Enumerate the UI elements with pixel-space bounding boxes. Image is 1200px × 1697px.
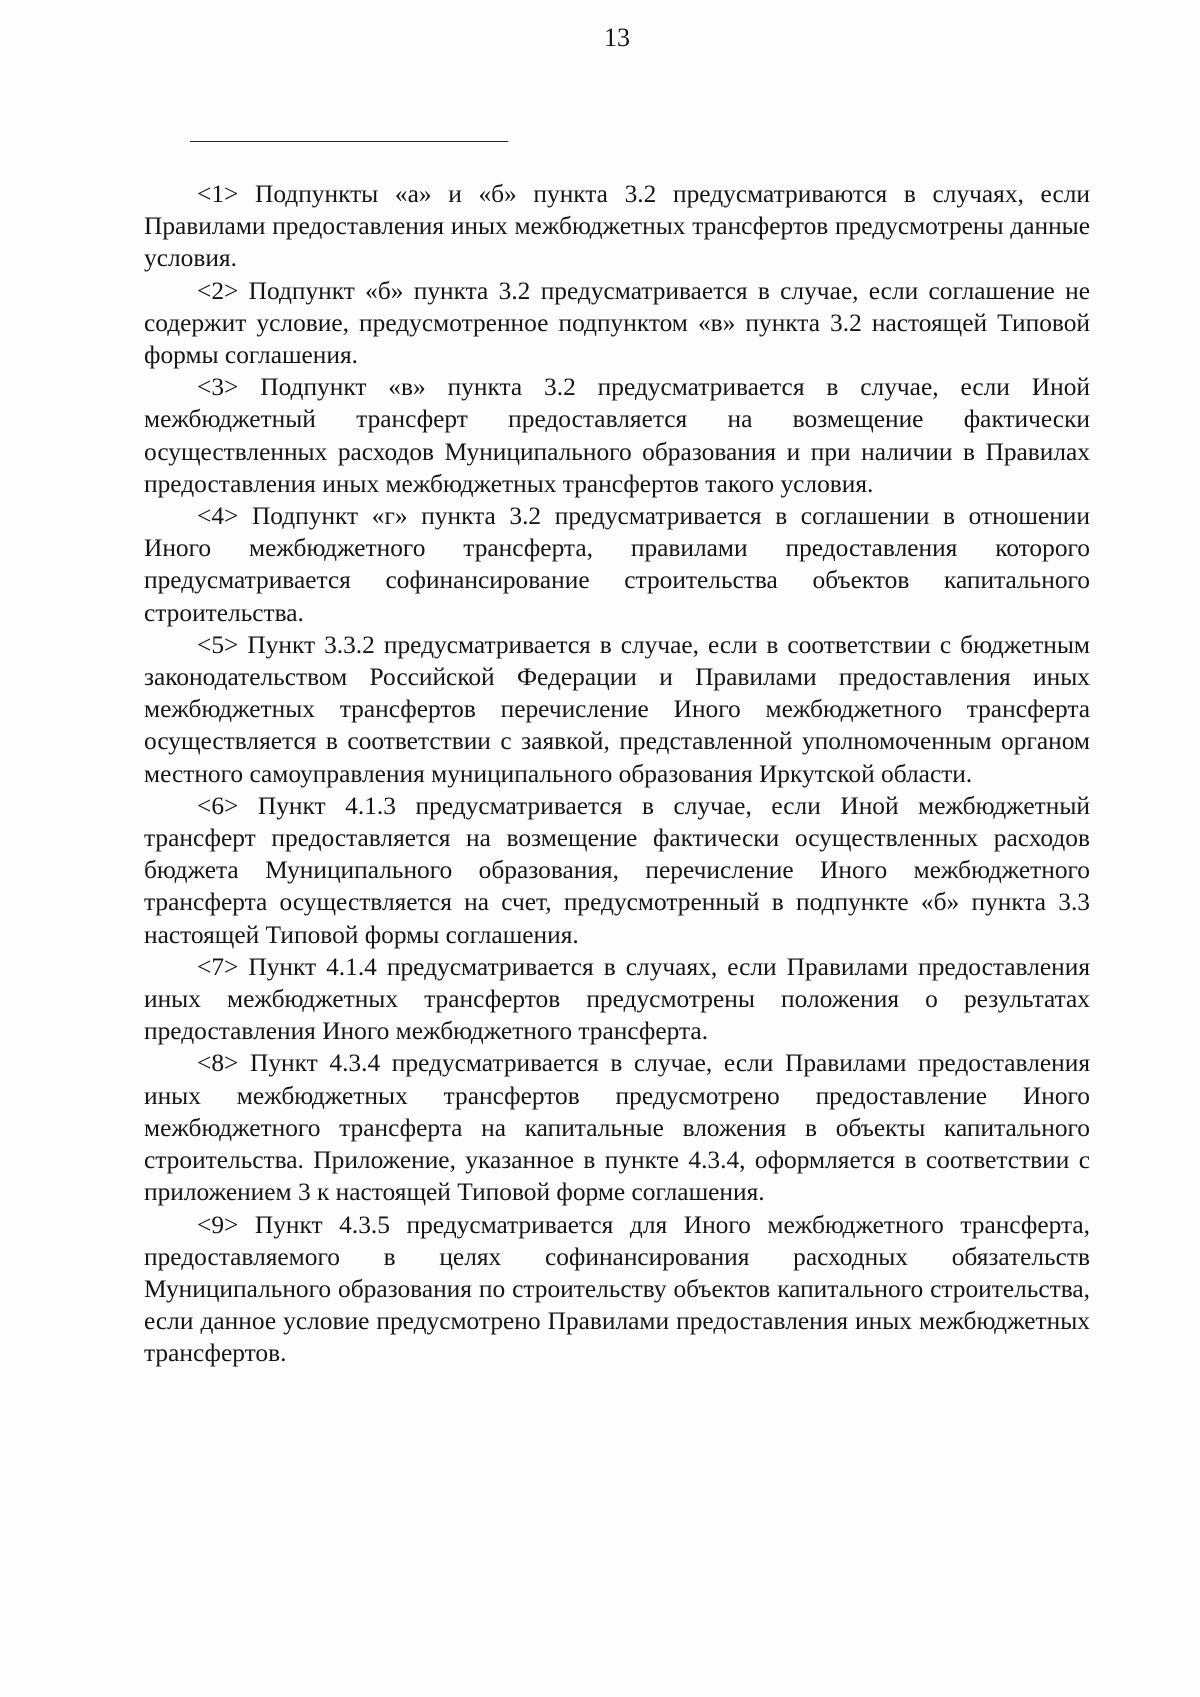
footnote-9: <9> Пункт 4.3.5 предусматривается для Иного межбюджетного трансферта, предоставляемого в целях софинансирования расходных обязательств Муниципального образования по строительству объектов капитального строительства, если данное условие предусмотрено Правилами предоставления иных межбюджетных трансфертов.: [144, 1210, 1090, 1368]
footnote-separator: [190, 141, 508, 142]
footnote-8: <8> Пункт 4.3.4 предусматривается в случае, если Правилами предоставления иных межбюджетных трансфертов предусмотрено предоставление Иного межбюджетного трансферта на капитальные вложения в объекты капитального строительства. Приложение, указанное в пункте 4.3.4, оформляется в соответствии с приложением 3 к настоящей Типовой форме соглашения.: [144, 1049, 1090, 1207]
footnote-2: <2> Подпункт «б» пункта 3.2 предусматривается в случае, если соглашение не содержит условие, предусмотренное подпунктом «в» пункта 3.2 настоящей Типовой формы соглашения.: [144, 276, 1090, 370]
page-number: 13: [604, 23, 630, 52]
footnote-5: <5> Пункт 3.3.2 предусматривается в случае, если в соответствии с бюджетным законодательством Российской Федерации и Правилами предоставления иных межбюджетных трансфертов перечисление Иного межбюджетного трансферта осуществляется в соответствии с заявкой, представленной уполномоченным органом местного самоуправления муниципального образования Иркутской области.: [144, 630, 1090, 788]
footnotes: [144, 178, 1090, 1370]
footnote-4: <4> Подпункт «г» пункта 3.2 предусматривается в соглашении в отношении Иного межбюджетного трансферта, правилами предоставления которого предусматривается софинансирование строительства объектов капитального строительства.: [144, 502, 1090, 627]
footnote-1: <1> Подпункты «а» и «б» пункта 3.2 предусматриваются в случаях, если Правилами предоставления иных межбюджетных трансфертов предусмотрены данные условия.: [144, 180, 1090, 273]
footnote-6: <6> Пункт 4.1.3 предусматривается в случае, если Иной межбюджетный трансферт предоставляется на возмещение фактически осуществленных расходов бюджета Муниципального образования, перечисление Иного межбюджетного трансферта осуществляется на счет, предусмотренный в подпункте «б» пункта 3.3 настоящей Типовой формы соглашения.: [144, 791, 1090, 949]
footnote-3: <3> Подпункт «в» пункта 3.2 предусматривается в случае, если Иной межбюджетный трансферт предоставляется на возмещение фактически осуществленных расходов Муниципального образования и при наличии в Правилах предоставления иных межбюджетных трансфертов такого условия.: [144, 373, 1090, 498]
footnote-7: <7> Пункт 4.1.4 предусматривается в случаях, если Правилами предоставления иных межбюджетных трансфертов предусмотрены положения о результатах предоставления Иного межбюджетного трансферта.: [144, 952, 1090, 1046]
